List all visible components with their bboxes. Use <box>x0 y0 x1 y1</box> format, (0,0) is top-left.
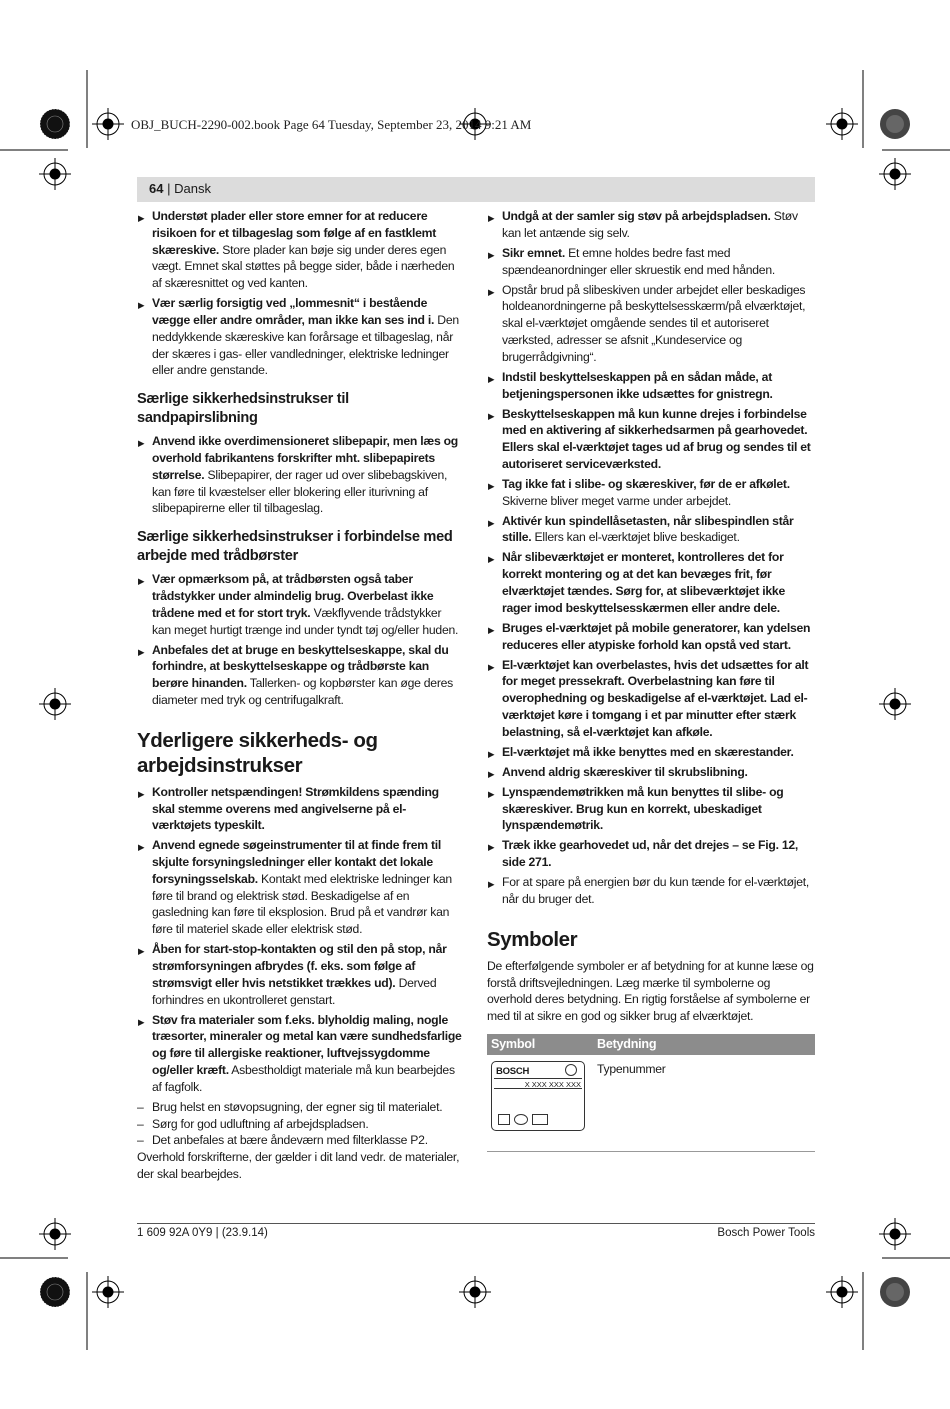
bullet-item: ▶ Kontroller netspændingen! Strømkildens spænding skal stemme overens med angivelserne på el-værktøjets typeskilt. <box>137 784 463 834</box>
section-heading-symbols: Symboler <box>487 927 578 951</box>
footer-document-number: 1 609 92A 0Y9 | (23.9.14) <box>137 1227 268 1239</box>
bullet-item: ▶ Anbefales det at bruge en beskyttelseskappe, skal du forhindre, at beskyttelseskappe og trådbørste kan berøre hinanden. Tallerken- og kopbørster kan øge deres diameter med tryk og centrifugalkraft. <box>137 642 463 709</box>
section-heading-additional: Yderligere sikkerheds- og arbejdsinstrukser <box>137 728 378 777</box>
bullet-item: ▶ El-værktøjet må ikke benyttes med en skærestander. <box>487 744 815 761</box>
column-header-meaning: Betydning <box>593 1034 815 1055</box>
bullet-item: ▶ Aktivér kun spindellåsetasten, når slibespindlen står stille. Ellers kan el-værktøjet blive beskadiget. <box>487 513 815 547</box>
dash-item: – Brug helst en støvopsugning, der egner sig til materialet. <box>137 1099 463 1116</box>
bullet-item: ▶ Bruges el-værktøjet på mobile generatorer, kan ydelsen reduceres eller atypiske forhold kan opstå ved start. <box>487 620 815 654</box>
symbol-cell <box>487 1055 593 1152</box>
table-row <box>487 1055 815 1152</box>
square-icon <box>498 1114 510 1125</box>
oval-icon <box>514 1114 528 1125</box>
page-header <box>149 181 211 196</box>
meaning-cell: Typenummer <box>593 1055 815 1152</box>
bosch-logo-icon <box>565 1064 577 1076</box>
bullet-item: ▶ For at spare på energien bør du kun tænde for el-værktøjet, når du bruger det. <box>487 874 815 908</box>
bullet-item: ▶ Beskyttelseskappen må kun kunne drejes i forbindelse med en aktivering af sikkerhedsarmen på gearhovedet. Ellers skal el-værktøjet tages ud af brug og sendes til et autoriseret serviceværksted. <box>487 406 815 473</box>
bullet-item: ▶ Træk ikke gearhovedet ud, når det drejes – se Fig. 12, side 271. <box>487 837 815 871</box>
bullet-item: ▶ Lynspændemøtrikken må kun benyttes til slibe- og skæreskiver. Brug kun en korrekt, ubeskadiget lynspændemøtrik. <box>487 784 815 834</box>
type-plate-icon <box>491 1061 585 1131</box>
symbols-intro: De efterfølgende symboler er af betydning for at kunne læse og forstå driftsvejledningen. Læg mærke til symbolerne og overhold deres betydning. En rigtig forståelse af symbolerne er med til at sikre en god og sikker brug af elværktøjet. <box>487 958 814 1024</box>
bullet-item: ▶ Tag ikke fat i slibe- og skæreskiver, før de er afkølet. Skiverne bliver meget varme under arbejdet. <box>487 476 815 510</box>
bullet-item: ▶ Anvend aldrig skæreskiver til skrubslibning. <box>487 764 815 781</box>
bullet-item: ▶ Vær opmærksom på, at trådbørsten også taber trådstykker under almindelig brug. Overbelast ikke trådene med et for stort tryk. Vækflyvende trådstykker kan meget hurtigt trænge ind under tyndt tøj og/eller huden. <box>137 571 463 638</box>
bullet-item: ▶ Sikr emnet. Et emne holdes bedre fast med spændeanordninger eller skruestik end med hånden. <box>487 245 815 279</box>
bullet-item: ▶ Åben for start-stop-kontakten og stil den på stop, når strømforsyningen afbrydes (f. eks. som følge af strømsvigt eller hvis netstikket trækkes ud). Derved forhindres en ukontrolleret genstart. <box>137 941 463 1008</box>
table-header-row <box>487 1034 815 1055</box>
bullet-item: ▶ Understøt plader eller store emner for at reducere risikoen for et tilbageslag som følge af en fastklemt skæreskive. Store plader kan bøje sig under deres egen vægt. Emnet skal støttes på begge sider, både i nærheden af skæresnittet og ved kanten. <box>137 208 463 292</box>
paragraph: Overhold forskrifterne, der gælder i dit land vedr. de materialer, der skal bearbejdes. <box>137 1150 460 1181</box>
footer-rule <box>137 1223 815 1224</box>
rectangle-icon <box>532 1114 548 1125</box>
header-language: Dansk <box>174 181 211 196</box>
book-info-line: OBJ_BUCH-2290-002.book Page 64 Tuesday, September 23, 2014 9:21 AM <box>131 117 532 132</box>
bullet-item: ▶ Støv fra materialer som f.eks. blyholdig maling, nogle træsorter, mineraler og metal kan være sundhedsfarlige og føre til allergiske reaktioner, luftvejssygdomme og/eller kræft. Asbestholdigt materiale må kun bearbejdes af fagfolk. <box>137 1012 463 1096</box>
column-header-symbol: Symbol <box>487 1034 593 1055</box>
bullet-item: ▶ Anvend ikke overdimensioneret slibepapir, men læs og overhold fabrikantens forskrifter mht. slibepapirets størrelse. Slibepapirer, der rager ud over slibebagskiven, kan føre til kvæstelser eller blokering eller iturivning af slibepapirerne eller til tilbageslag. <box>137 433 463 517</box>
right-column <box>487 208 815 1152</box>
bullet-item: ▶ Vær særlig forsigtig ved „lommesnit“ i bestående vægge eller andre områder, man ikke kan ses ind i. Den neddykkende skæreskive kan forårsage et tilbageslag, når der skæres i gas- eller vandledninger, elektriske ledninger eller andre genstande. <box>137 295 463 379</box>
bullet-item: ▶ El-værktøjet kan overbelastes, hvis det udsættes for alt for meget pressekraft. Overbelastning kan føre til overophedning og beskadigelse af el-værktøjet. Lad el-værktøjet køre i tomgang i et par minutter efter stærk belastning, så el-værktøjet kan afkøle. <box>487 657 815 741</box>
plate-brand: BOSCH <box>496 1065 530 1077</box>
bullet-item: ▶ Når slibeværktøjet er monteret, kontrolleres det for korrekt montering og at det kan bevæges frit, før elværktøjet tændes. Sørg for, at slibeværktøjet ikke rager imod beskyttelsesskærmen eller andre dele. <box>487 549 815 616</box>
dash-item: – Sørg for god udluftning af arbejdspladsen. <box>137 1116 463 1133</box>
symbols-table <box>487 1034 815 1152</box>
section-heading-sandpaper: Særlige sikkerhedsinstrukser til sandpapirslibning <box>137 391 349 427</box>
plate-number: X XXX XXX XXX <box>524 1079 581 1089</box>
footer-brand: Bosch Power Tools <box>717 1227 815 1239</box>
dash-item: – Det anbefales at bære åndeværn med filterklasse P2. <box>137 1132 463 1149</box>
header-separator: | <box>167 181 171 196</box>
bullet-item: ▶ Indstil beskyttelseskappen på en sådan måde, at betjeningspersonen ikke udsættes for gnistregn. <box>487 369 815 403</box>
left-column <box>137 208 463 1183</box>
page-header-band <box>137 177 815 202</box>
bullet-item: ▶ Anvend egnede søgeinstrumenter til at finde frem til skjulte forsyningsledninger eller kontakt det lokale forsyningsselskab. Kontakt med elektriske ledninger kan føre til brand og elektrisk stød. Beskadigelse af en gasledning kan føre til eksplosion. Brud på et vandrør kan føre til materiel skade eller elektrisk stød. <box>137 837 463 938</box>
page-number: 64 <box>149 181 164 196</box>
section-heading-wire-brush: Særlige sikkerhedsinstrukser i forbindelse med arbejde med trådbørster <box>137 529 453 565</box>
bullet-item: ▶ Undgå at der samler sig støv på arbejdspladsen. Støv kan let antænde sig selv. <box>487 208 815 242</box>
bullet-item: ▶ Opstår brud på slibeskiven under arbejdet eller beskadiges holdeanordningerne på beskyttelsesskærm/på elværktøjet, skal el-værktøjet omgående sendes til et autoriseret værksted, adresser se afsnit „Kundeservice og brugerrådgivning“. <box>487 282 815 366</box>
